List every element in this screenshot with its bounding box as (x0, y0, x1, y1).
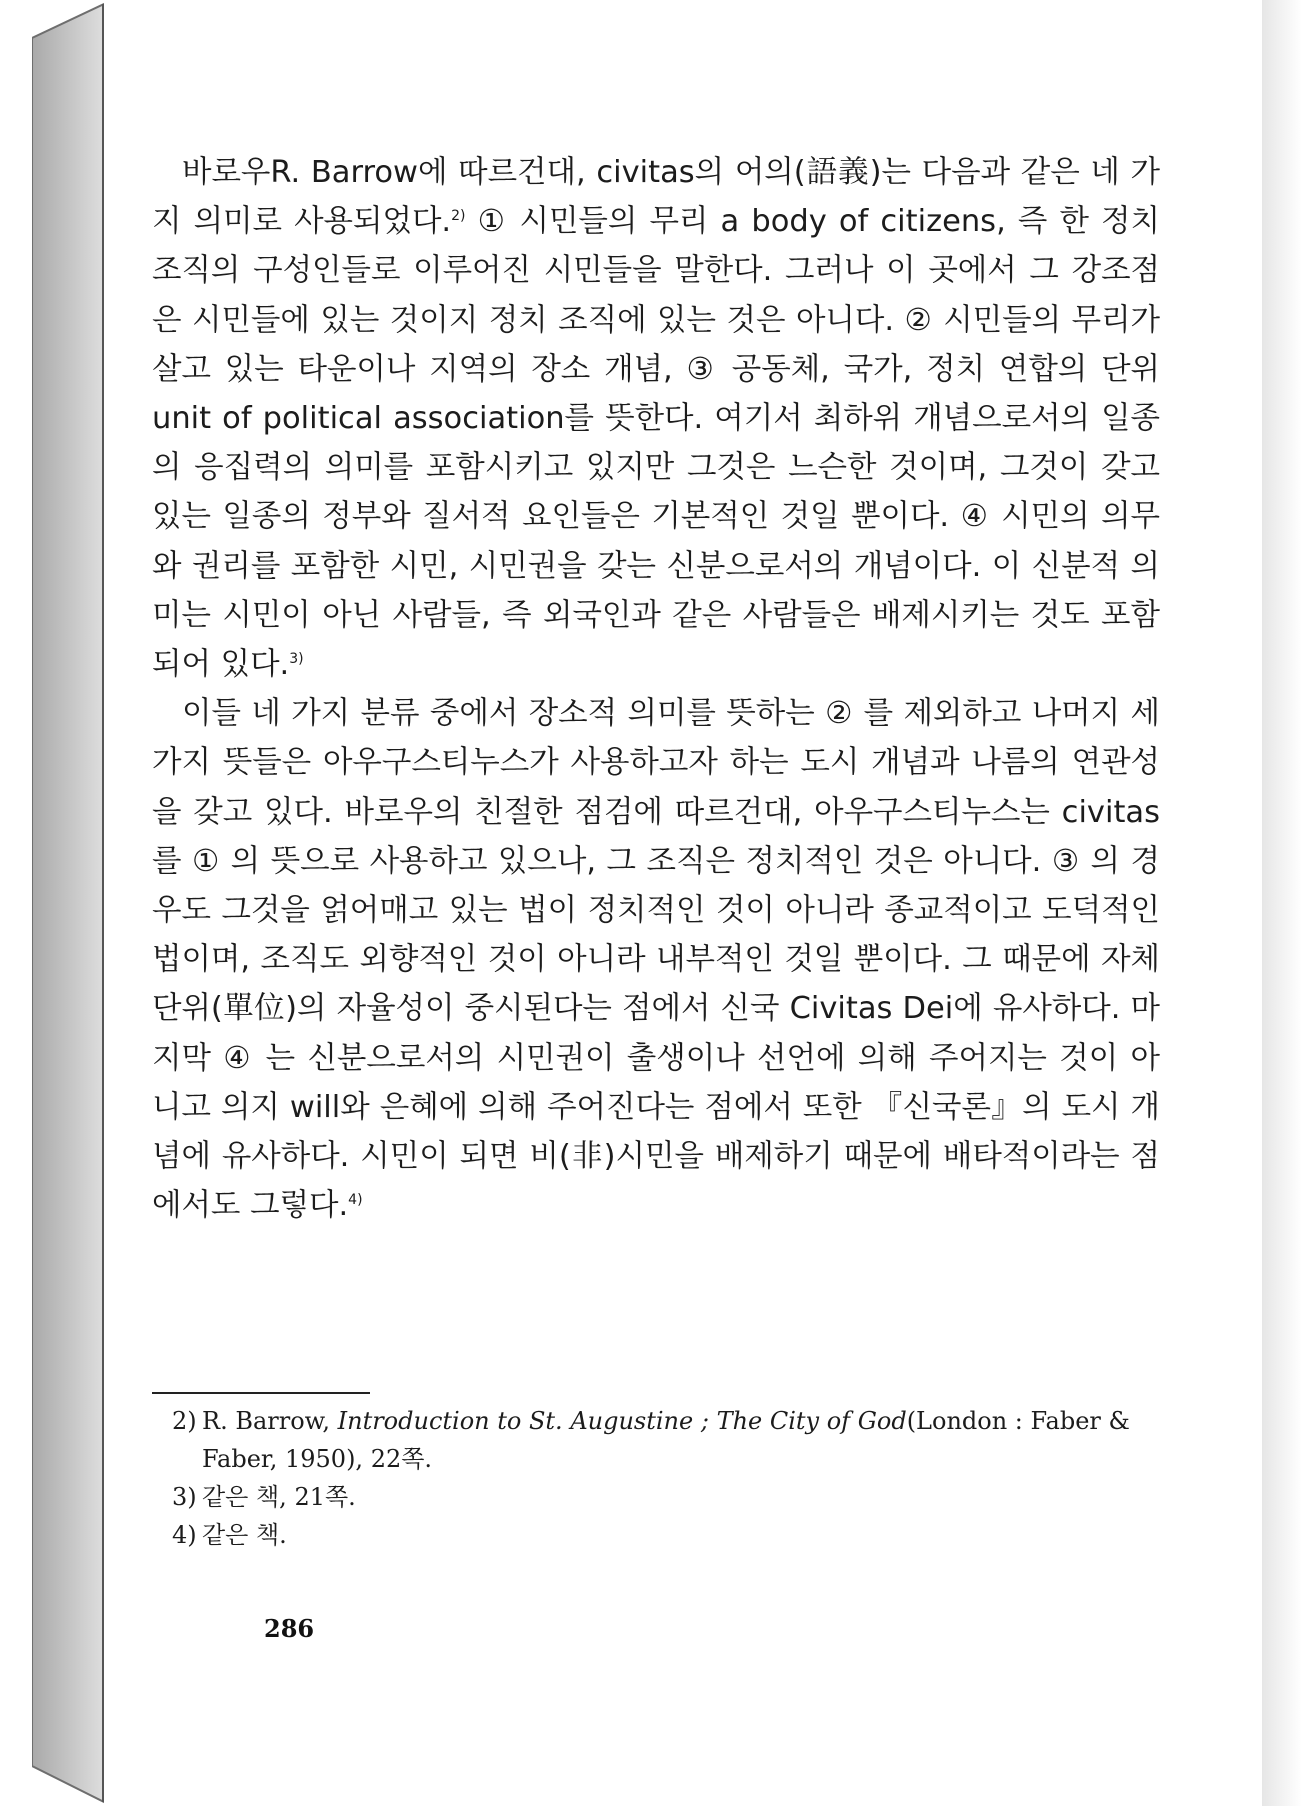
paragraph-1-body: ① 시민들의 무리 a body of citizens, 즉 한 정치 조직의 구성인들로 이루어진 시민들을 말한다. 그러나 이 곳에서 그 강조점은 시민들에 있는 것이지 정치 조직에 있는 것은 아니다. ② 시민들의 무리가 살고 있는 타운이나 지역의 장소 개념, ③ 공동체, 국가, 정치 연합의 단위 unit of political association를 뜻한다. 여기서 최하위 개념으로서의 일종의 응집력의 의미를 포함시키고 있지만 그것은 느슨한 것이며, 그것이 갖고 있는 일종의 정부와 질서적 요인들은 기본적인 것일 뿐이다. ④ 시민의 의무와 권리를 포함한 시민, 시민권을 갖는 신분으로서의 개념이다. 이 신분적 의미는 시민이 아닌 사람들, 즉 외국인과 같은 사람들은 배제시키는 것도 포함되어 있다. (152, 204, 1160, 683)
footnote-3 (152, 1478, 1160, 1516)
paragraph-1 (152, 148, 1160, 689)
footnote-divider (152, 1392, 370, 1394)
footnote-text: 같은 책, 21쪽. (202, 1483, 356, 1511)
footnote-number: 2) (172, 1407, 197, 1435)
paragraph-1-sentence: 바로우R. Barrow에 따르건대, civitas의 어의(語義)는 다음과 같은 네 가지 의미로 사용되었다. (152, 155, 1160, 240)
paragraph-2-body: 이들 네 가지 분류 중에서 장소적 의미를 뜻하는 ② 를 제외하고 나머지 세 가지 뜻들은 아우구스티누스가 사용하고자 하는 도시 개념과 나름의 연관성을 갖고 있다. 바로우의 친절한 점검에 따르건대, 아우구스티누스는 civitas를 ① 의 뜻으로 사용하고 있으나, 그 조직은 정치적인 것은 아니다. ③ 의 경우도 그것을 얽어매고 있는 법이 정치적인 것이 아니라 종교적이고 도덕적인 법이며, 조직도 외향적인 것이 아니라 내부적인 것일 뿐이다. 그 때문에 자체 단위(單位)의 자율성이 중시된다는 점에서 신국 Civitas Dei에 유사하다. 마지막 ④ 는 신분으로서의 시민권이 출생이나 선언에 의해 주어지는 것이 아니고 의지 will와 은혜에 의해 주어진다는 점에서 또한 『신국론』의 도시 개념에 유사하다. 시민이 되면 비(非)시민을 배제하기 때문에 배타적이라는 점에서도 그렇다. (152, 696, 1160, 1224)
page-edge-shadow (1262, 0, 1302, 1806)
footnote-ref-2[interactable]: 2) (451, 208, 466, 225)
body-text (152, 148, 1160, 1230)
paragraph-2 (152, 689, 1160, 1230)
footnote-2 (152, 1402, 1160, 1478)
footnote-book-title: Introduction to St. Augustine ; The City of God (337, 1407, 907, 1435)
footnotes (152, 1402, 1160, 1554)
book-spine (32, 0, 104, 1806)
footnote-text: 같은 책. (202, 1521, 287, 1549)
footnote-4 (152, 1516, 1160, 1554)
footnote-author: R. Barrow, (202, 1407, 338, 1435)
footnote-number: 3) (172, 1483, 197, 1511)
page-number: 286 (264, 1614, 315, 1643)
footnote-number: 4) (172, 1521, 197, 1549)
footnote-ref-3[interactable]: 3) (289, 650, 304, 667)
footnote-ref-4[interactable]: 4) (348, 1192, 363, 1209)
footnote-publication: (London : Faber & Faber, 1950), 22쪽. (202, 1407, 1130, 1473)
